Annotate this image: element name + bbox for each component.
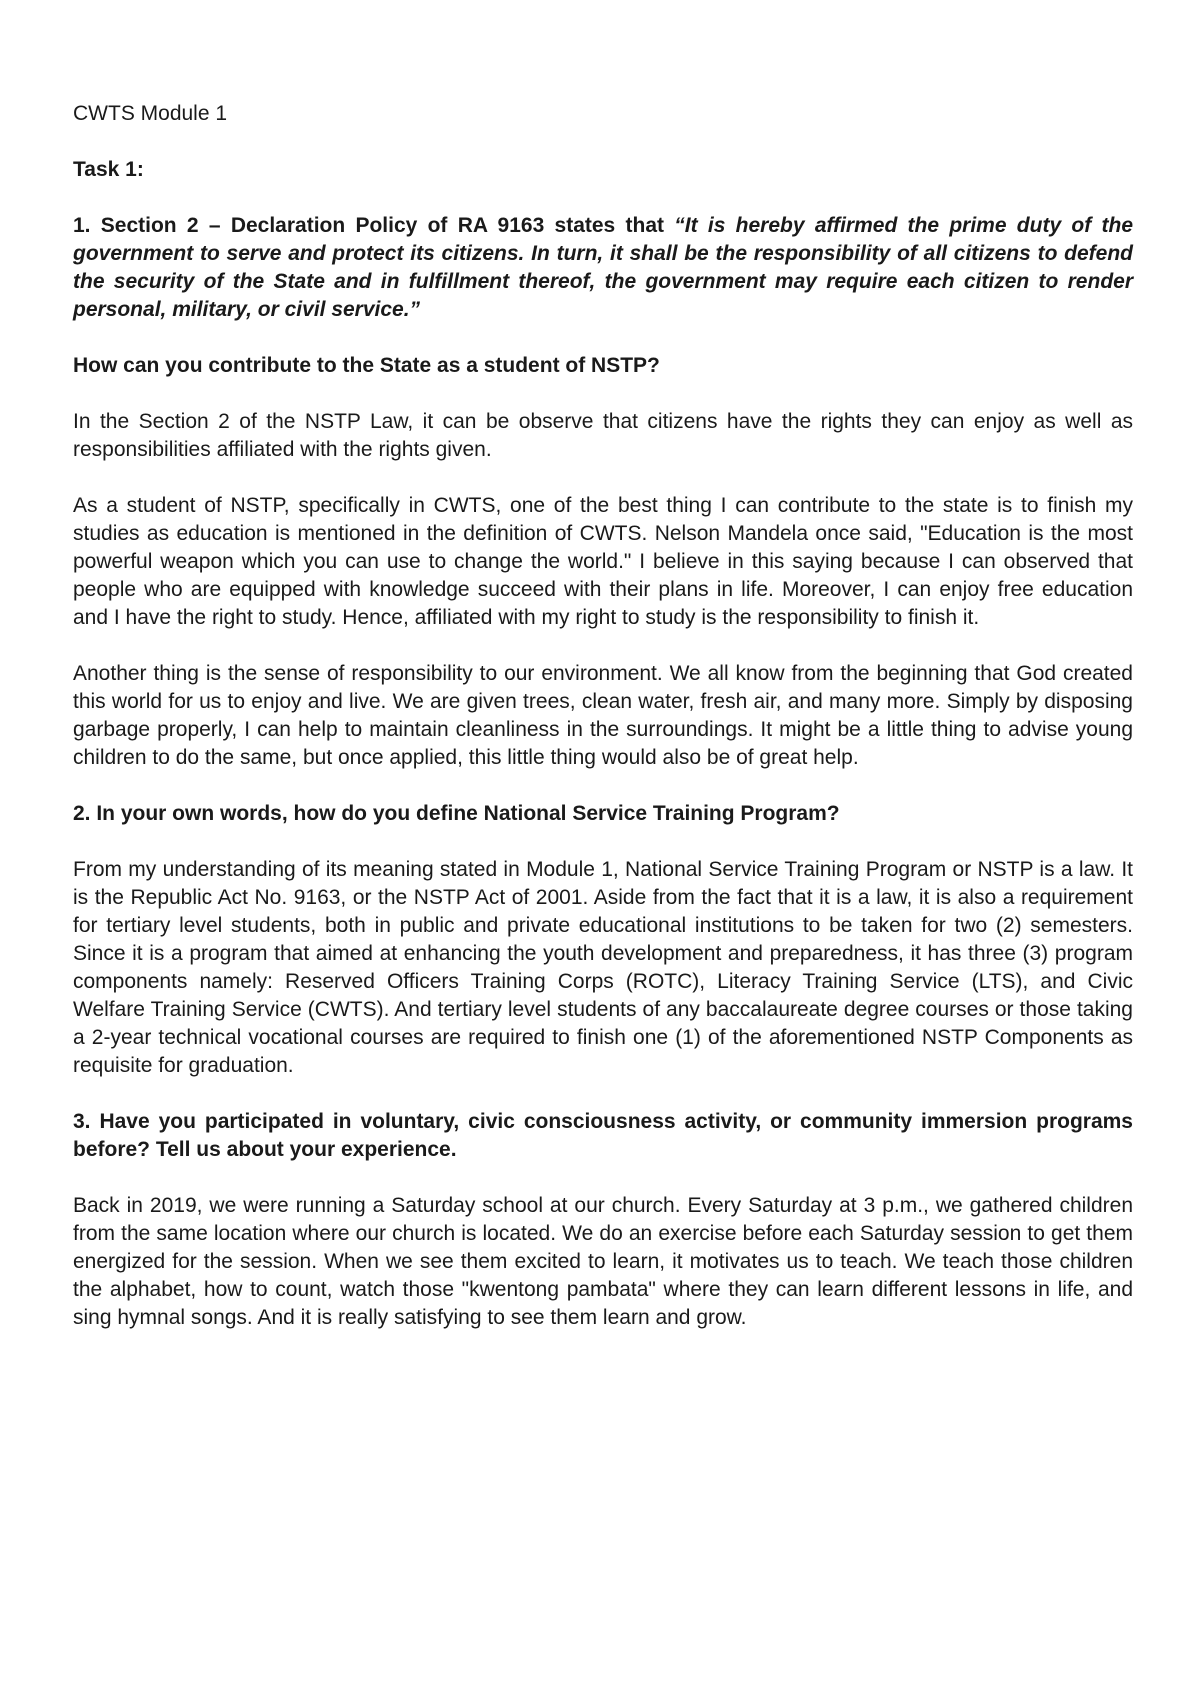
question-3-prompt: 3. Have you participated in voluntary, civic consciousness activity, or community immersion programs before? Tell us about your experience. [73,1110,1133,1161]
document-page [73,100,1133,1332]
document-title: CWTS Module 1 [73,102,228,125]
answer-1-paragraph-3: Another thing is the sense of responsibility to our environment. We all know from the beginning that God created this world for us to enjoy and live. We are given trees, clean water, fresh air, and many more. Simply by disposing garbage properly, I can help to maintain cleanliness in the surroundings. It might be a little thing to advise young children to do the same, but once applied, this little thing would also be of great help. [73,662,1133,769]
answer-1-paragraph-2: As a student of NSTP, specifically in CWTS, one of the best thing I can contribute to the state is to finish my studies as education is mentioned in the definition of CWTS. Nelson Mandela once said, "Education is the most powerful weapon which you can use to change the world." I believe in this saying because I can observed that people who are equipped with knowledge succeed with their plans in life. Moreover, I can enjoy free education and I have the right to study. Hence, affiliated with my right to study is the responsibility to finish it. [73,494,1133,629]
question-1-prompt: How can you contribute to the State as a student of NSTP? [73,354,660,377]
answer-3-paragraph: Back in 2019, we were running a Saturday school at our church. Every Saturday at 3 p.m., we gathered children from the same location where our church is located. We do an exercise before each Saturday session to get them energized for the session. When we see them excited to learn, it motivates us to teach. We teach those children the alphabet, how to count, watch those "kwentong pambata" where they can learn different lessons in life, and sing hymnal songs. And it is really satisfying to see them learn and grow. [73,1194,1133,1329]
question-1-statement [73,212,1133,324]
answer-2-paragraph: From my understanding of its meaning stated in Module 1, National Service Training Program or NSTP is a law. It is the Republic Act No. 9163, or the NSTP Act of 2001. Aside from the fact that it is a law, it is also a requirement for tertiary level students, both in public and private educational institutions to be taken for two (2) semesters. Since it is a program that aimed at enhancing the youth development and preparedness, it has three (3) program components namely: Reserved Officers Training Corps (ROTC), Literacy Training Service (LTS), and Civic Welfare Training Service (CWTS). And tertiary level students of any baccalaureate degree courses or those taking a 2-year technical vocational courses are required to finish one (1) of the aforementioned NSTP Components as requisite for graduation. [73,858,1133,1077]
answer-1-paragraph-1: In the Section 2 of the NSTP Law, it can be observe that citizens have the rights they can enjoy as well as responsibilities affiliated with the rights given. [73,410,1133,461]
question-1-lead: 1. Section 2 – Declaration Policy of RA 9163 states that [73,214,675,237]
question-2-prompt: 2. In your own words, how do you define National Service Training Program? [73,802,840,825]
task-heading: Task 1: [73,158,144,181]
question-1-quote: “It is hereby affirmed the prime duty of the government to serve and protect its citizens. In turn, it shall be the responsibility of all citizens to defend the security of the State and in fulfillment thereof, the government may require each citizen to render personal, military, or civil service.” [73,214,1133,321]
